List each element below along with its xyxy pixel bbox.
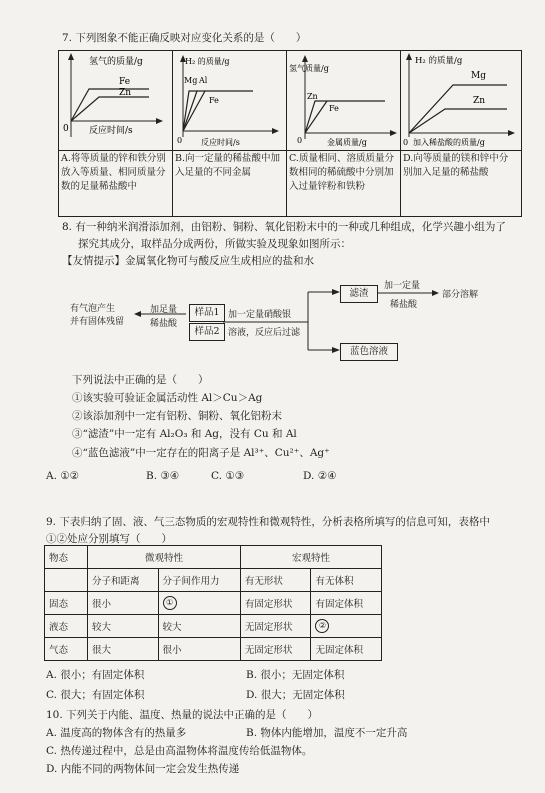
h-micro: 微观特性 [88, 546, 241, 569]
cell: 很小 [158, 638, 240, 661]
q7-caption-d: D.向等质量的镁和锌中分别加入足量的稀盐酸 [403, 153, 509, 178]
cell: 气态 [45, 638, 88, 661]
q8-opt-a[interactable]: A. ①② [46, 470, 80, 482]
flow-acid-line1: 加足量 [150, 305, 178, 315]
graph-a-ylabel: 氢气的质量/g [89, 57, 143, 67]
q10-opt-c[interactable]: C. 热传递过程中，总是由高温物体将温度传给低温物体。 [46, 745, 313, 757]
cell: 较大 [88, 615, 159, 638]
graph-a-fe: Fe [119, 77, 131, 87]
graph-a-xlabel: 反应时间/s [89, 126, 133, 136]
cell: 很大 [88, 638, 159, 661]
q8-stem-line1: 8. 有一种纳米润滑添加剂，由铝粉、铜粉、氧化铝粉末中的一种或几种组成，化学兴趣小组为了 [62, 221, 506, 233]
graph-b-xlabel: 反应时间/s [201, 138, 240, 147]
q10-opt-b[interactable]: B. 物体内能增加，温度不一定升高 [246, 727, 408, 739]
q9-table [44, 545, 382, 661]
h-state: 物态 [45, 546, 88, 569]
residue-box: 滤渣 [340, 285, 378, 303]
q7-graph-c [287, 51, 399, 149]
flow-reagent-line1: 加一定量硝酸银 [228, 310, 292, 320]
cell [311, 615, 382, 638]
flow-arrow-left [134, 310, 190, 318]
graph-d-origin: 0 [403, 138, 409, 147]
q9-opt-a[interactable]: A. 很小；有固定体积 [46, 669, 145, 681]
graph-a-origin: 0 [63, 124, 69, 134]
graph-b-origin: 0 [177, 136, 183, 145]
q10-opt-d[interactable]: D. 内能不同的两物体间一定会发生热传递 [46, 763, 240, 775]
cell: 无固定体积 [311, 638, 382, 661]
q7-row-divider [58, 150, 522, 151]
cell [158, 592, 240, 615]
q8-ask: 下列说法中正确的是（ ） [72, 374, 209, 386]
graph-c-origin: 0 [297, 136, 303, 145]
q8-stmt-3: ③“滤渣”中一定有 Al₂O₃ 和 Ag，没有 Cu 和 Al [72, 428, 297, 440]
h-macro: 宏观特性 [240, 546, 381, 569]
cell: 无固定形状 [240, 638, 311, 661]
q9-opt-b[interactable]: B. 很小；无固定体积 [246, 669, 345, 681]
h-sub-1: 分子和距离 [88, 569, 159, 592]
flow-acid4: 稀盐酸 [390, 300, 418, 310]
q9-stem-line1: 9. 下表归纳了固、液、气三态物质的宏观特性和微观特性，分析表格所填写的信息可知，表格中 [46, 516, 490, 528]
sample2-box: 样品2 [189, 323, 225, 341]
flow-arrow-right [377, 289, 441, 297]
h-sub-4: 有无体积 [311, 569, 382, 592]
q7-caption-a: A.将等质量的锌和铁分别放入等质量、相同质量分数的足量稀盐酸中 [61, 153, 166, 192]
q7-caption-b: B.向一定量的稀盐酸中加入足量的不同金属 [175, 153, 281, 178]
graph-c-fe: Fe [329, 104, 339, 113]
cell: 有固定体积 [311, 592, 382, 615]
graph-c-zn: Zn [307, 92, 318, 101]
flow-acid3: 加一定量 [384, 281, 421, 291]
q7-graph-a [59, 51, 171, 149]
q8-opt-d[interactable]: D. ②④ [303, 470, 337, 482]
h-empty [45, 569, 88, 592]
cell: 有固定形状 [240, 592, 311, 615]
graph-d-mg: Mg [471, 71, 486, 81]
graph-b-fe: Fe [209, 96, 219, 105]
table-row [45, 638, 382, 661]
flow-left-line1: 有气泡产生 [70, 304, 116, 314]
graph-b-mg: Mg [184, 76, 198, 85]
h-sub-3: 有无形状 [240, 569, 311, 592]
graph-b-al: Al [199, 76, 208, 85]
cell: 液态 [45, 615, 88, 638]
q8-stmt-1: ①该实验可验证金属活动性 Al＞Cu＞Ag [72, 392, 263, 404]
filtrate-box: 蓝色溶液 [340, 343, 398, 361]
flow-acid-line2: 稀盐酸 [150, 319, 178, 329]
graph-c-ylabel: 氢气质量/g [289, 64, 329, 73]
graph-a-zn: Zn [119, 88, 132, 98]
cell: 固态 [45, 592, 88, 615]
cell: 较大 [158, 615, 240, 638]
q7-graph-d [401, 51, 519, 149]
blank-1-marker: ① [163, 596, 177, 610]
q8-stmt-2: ②该添加剂中一定有铝粉、铜粉、氧化铝粉末 [72, 410, 282, 422]
flow-partial: 部分溶解 [442, 290, 479, 300]
graph-b-ylabel: H₂ 的质量/g [185, 57, 230, 66]
q9-stem-line2: ①②处应分别填写（ ） [46, 533, 172, 545]
cell: 很小 [88, 592, 159, 615]
table-row [45, 615, 382, 638]
q8-stem-line2: 探究其成分，取样品分成两份，所做实验及现象如图所示： [78, 238, 351, 250]
graph-c-xlabel: 金属质量/g [327, 138, 367, 147]
graph-d-xlabel: 加入稀盐酸的质量/g [413, 138, 485, 147]
q10-stem: 10. 下列关于内能、温度、热量的说法中正确的是（ ） [46, 709, 319, 721]
q8-opt-c[interactable]: C. ①③ [211, 470, 245, 482]
q8-tip: 【友情提示】金属氧化物可与酸反应生成相应的盐和水 [62, 255, 314, 267]
table-row [45, 592, 382, 615]
q8-opt-b[interactable]: B. ③④ [146, 470, 180, 482]
q10-opt-a[interactable]: A. 温度高的物体含有的热量多 [46, 727, 187, 739]
q7-stem: 7. 下列图象不能正确反映对应变化关系的是（ ） [62, 32, 307, 44]
q9-opt-d[interactable]: D. 很大；无固定体积 [246, 689, 345, 701]
blank-2-marker: ② [315, 619, 329, 633]
q7-caption-c: C.质量相同、溶质质量分数相同的稀硫酸中分别加入过量锌粉和铁粉 [289, 153, 394, 192]
flow-branch-lines [222, 284, 342, 356]
q9-opt-c[interactable]: C. 很大；有固定体积 [46, 689, 145, 701]
q8-stmt-4: ④“蓝色滤液”中一定存在的阳离子是 Al³⁺、Cu²⁺、Ag⁺ [72, 447, 330, 459]
cell: 无固定形状 [240, 615, 311, 638]
h-sub-2: 分子间作用力 [158, 569, 240, 592]
sample1-box: 样品1 [189, 304, 225, 322]
q7-graph-b [173, 51, 285, 149]
graph-d-zn: Zn [473, 96, 486, 106]
flow-left-line2: 并有固体残留 [70, 317, 125, 327]
flow-reagent-line2: 溶液，反应后过滤 [228, 328, 301, 338]
graph-d-ylabel: H₂ 的质量/g [415, 56, 463, 66]
